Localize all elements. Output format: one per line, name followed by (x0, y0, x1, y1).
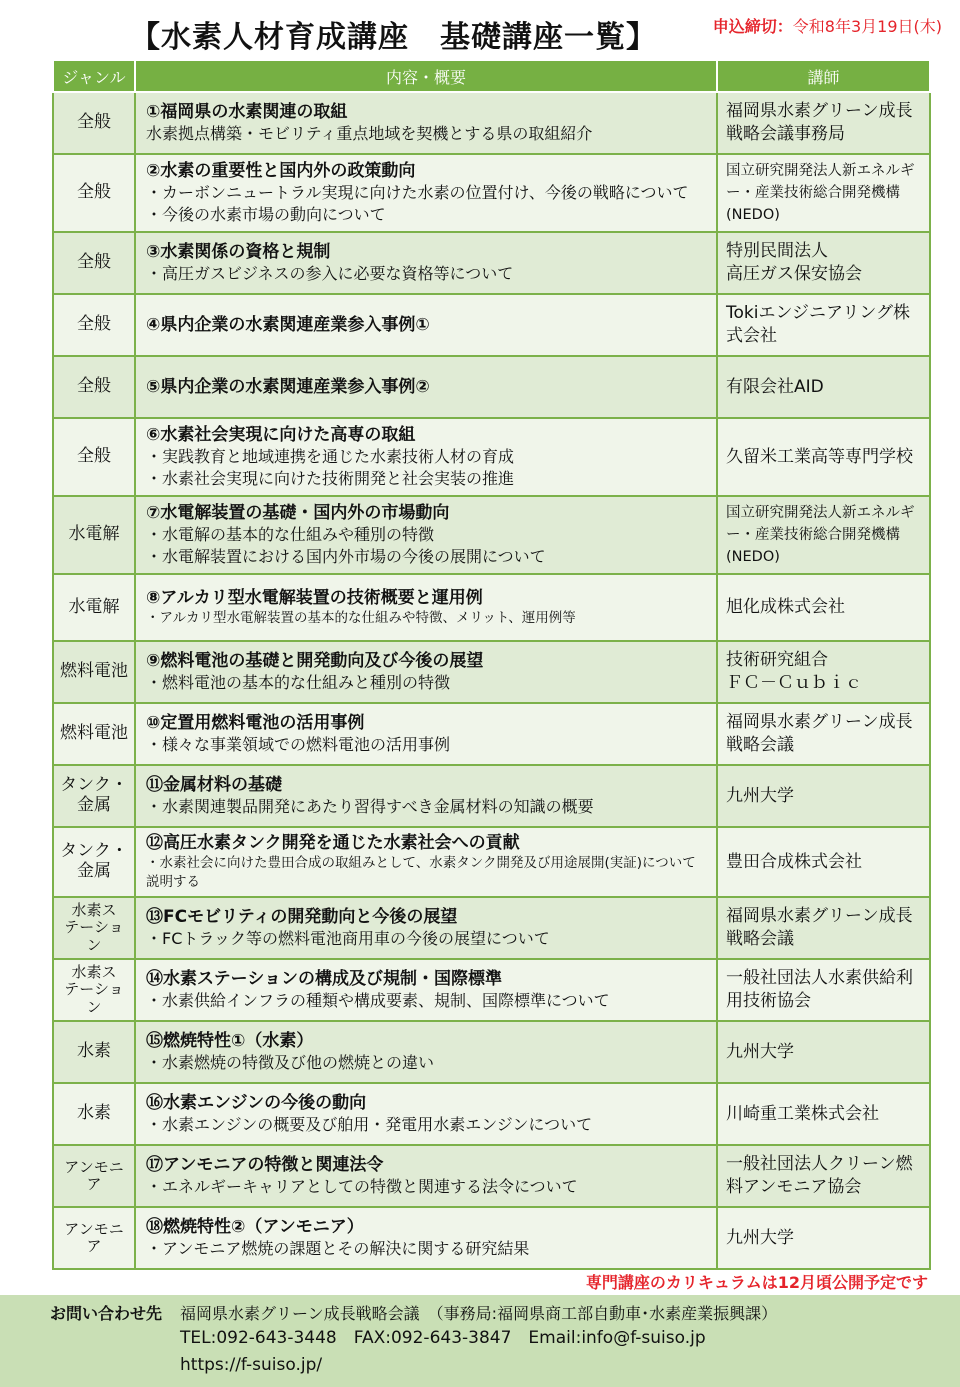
course-description: ・アンモニア燃焼の課題とその解決に関する研究結果 (146, 1239, 530, 1258)
lecturer-cell (717, 294, 930, 356)
genre-cell: 全般 (53, 232, 135, 294)
lecturer-name: 有限会社AID (726, 376, 824, 397)
contact-tel: TEL:092-643-3448 (180, 1328, 337, 1348)
lecturer-cell (717, 959, 930, 1021)
header-genre: ジャンル (53, 60, 135, 92)
table-row (53, 294, 930, 356)
lecturer-cell (717, 827, 930, 897)
curriculum-note: 専門講座のカリキュラムは12月頃公開予定です (585, 1273, 928, 1292)
table-row (53, 574, 930, 641)
lecturer-name: 国立研究開発法人新エネルギー・産業技術総合開発機構(NEDO) (726, 163, 915, 223)
course-description: ・様々な事業領域での燃料電池の活用事例 (146, 735, 451, 754)
genre-cell: 燃料電池 (53, 641, 135, 703)
genre-cell: 全般 (53, 154, 135, 232)
lecturer-name: 高圧ガス保安協会 (726, 264, 862, 284)
course-title: ①福岡県の水素関連の取組 (146, 102, 348, 122)
lecturer-cell (717, 154, 930, 232)
contact-organization: 福岡県水素グリーン成長戦略会議 （事務局:福岡県商工部自動車･水素産業振興課） (180, 1304, 778, 1323)
content-cell (135, 703, 717, 765)
genre-cell: アンモニ ア (53, 1207, 135, 1269)
table-row (53, 356, 930, 418)
genre-cell: 水素ス テーショ ン (53, 897, 135, 959)
course-description: ・実践教育と地域連携を通じた水素技術人材の育成 (146, 447, 515, 466)
content-cell (135, 496, 717, 574)
content-cell (135, 232, 717, 294)
course-title: ⑫高圧水素タンク開発を通じた水素社会への貢献 (146, 833, 520, 853)
course-title: ⑰アンモニアの特徴と関連法令 (146, 1155, 384, 1175)
lecturer-name: 一般社団法人水素供給利用技術協会 (726, 968, 913, 1011)
genre-cell: 全般 (53, 356, 135, 418)
genre-cell: アンモニ ア (53, 1145, 135, 1207)
course-title: ⑥水素社会実現に向けた高専の取組 (146, 425, 416, 445)
course-description: ・水素社会実現に向けた技術開発と社会実装の推進 (146, 469, 515, 488)
lecturer-cell (717, 92, 930, 154)
lecturer-name: 福岡県水素グリーン成長戦略会議 (726, 906, 913, 949)
course-description: 水素拠点構築・モビリティ重点地域を契機とする県の取組紹介 (146, 124, 593, 143)
lecturer-name: 九州大学 (726, 1227, 794, 1248)
contact-url[interactable]: https://f-suiso.jp/ (180, 1355, 323, 1375)
course-description: ・水電解装置における国内外市場の今後の展開について (146, 547, 546, 566)
table-row (53, 1083, 930, 1145)
course-description: ・高圧ガスビジネスの参入に必要な資格等について (146, 264, 514, 283)
content-cell (135, 641, 717, 703)
lecturer-name: 九州大学 (726, 1041, 794, 1062)
genre-cell: タンク・ 金属 (53, 827, 135, 897)
content-cell (135, 897, 717, 959)
course-description: ・水素関連製品開発にあたり習得すべき金属材料の知識の概要 (146, 797, 594, 816)
course-title: ⑩定置用燃料電池の活用事例 (146, 713, 365, 733)
course-title: ⑮燃焼特性①（水素） (146, 1031, 314, 1051)
lecturer-cell (717, 496, 930, 574)
content-cell (135, 1021, 717, 1083)
deadline-date: 令和8年3月19日(木) (792, 17, 942, 36)
table-row (53, 154, 930, 232)
lecturer-cell (717, 232, 930, 294)
lecturer-name: 旭化成株式会社 (726, 597, 845, 617)
lecturer-cell (717, 703, 930, 765)
lecturer-cell (717, 1083, 930, 1145)
page-title: 【水素人材育成講座 基礎講座一覧】 (130, 20, 657, 55)
course-description: ・今後の水素市場の動向について (146, 205, 386, 224)
lecturer-name: 技術研究組合 (726, 650, 828, 670)
lecturer-name: 一般社団法人クリーン燃料アンモニア協会 (726, 1154, 913, 1197)
table-row (53, 827, 930, 897)
course-description: ・FCトラック等の燃料電池商用車の今後の展望について (146, 929, 550, 948)
course-description: ・燃料電池の基本的な仕組みと種別の特徴 (146, 673, 451, 692)
course-table-body (53, 92, 930, 1269)
genre-cell: 全般 (53, 92, 135, 154)
deadline (713, 14, 942, 37)
course-description: ・水素エンジンの概要及び舶用・発電用水素エンジンについて (146, 1115, 593, 1134)
genre-cell: 燃料電池 (53, 703, 135, 765)
course-title: ④県内企業の水素関連産業参入事例① (146, 315, 430, 335)
lecturer-cell (717, 897, 930, 959)
content-cell (135, 154, 717, 232)
lecturer-cell (717, 356, 930, 418)
lecturer-name: 川崎重工業株式会社 (726, 1103, 879, 1124)
lecturer-name: 久留米工業高等専門学校 (726, 446, 913, 467)
course-title: ⑧アルカリ型水電解装置の技術概要と運用例 (146, 588, 483, 608)
content-cell (135, 1207, 717, 1269)
deadline-label: 申込締切： (712, 17, 793, 36)
course-title: ⑤県内企業の水素関連産業参入事例② (146, 377, 430, 397)
header-content: 内容・概要 (135, 60, 717, 92)
table-row (53, 232, 930, 294)
lecturer-name: 特別民間法人 (726, 241, 828, 261)
table-row (53, 959, 930, 1021)
table-row (53, 418, 930, 496)
course-description: ・水素供給インフラの種類や構成要素、規制、国際標準について (146, 991, 610, 1010)
lecturer-cell (717, 574, 930, 641)
lecturer-name: 国立研究開発法人新エネルギー・産業技術総合開発機構(NEDO) (726, 505, 915, 565)
table-header-row (53, 60, 930, 92)
lecturer-name: 福岡県水素グリーン成長戦略会議 (726, 712, 913, 755)
course-title: ⑪金属材料の基礎 (146, 775, 282, 795)
table-row (53, 641, 930, 703)
table-row (53, 1207, 930, 1269)
course-title: ⑦水電解装置の基礎・国内外の市場動向 (146, 503, 450, 523)
contact-fax: FAX:092-643-3847 (353, 1328, 512, 1348)
lecturer-name: ＦＣ－Ｃｕｂｉｃ (726, 673, 862, 693)
contact-phone-line (180, 1328, 706, 1348)
course-title: ⑭水素ステーションの構成及び規制・国際標準 (146, 969, 502, 989)
genre-cell: 水素ス テーショ ン (53, 959, 135, 1021)
course-title: ⑱燃焼特性②（アンモニア） (146, 1217, 364, 1237)
lecturer-cell (717, 1145, 930, 1207)
lecturer-cell (717, 418, 930, 496)
table-row (53, 1145, 930, 1207)
lecturer-cell (717, 1207, 930, 1269)
lecturer-cell (717, 641, 930, 703)
contact-label: お問い合わせ先 (50, 1304, 163, 1323)
content-cell (135, 418, 717, 496)
lecturer-cell (717, 765, 930, 827)
course-description: ・アルカリ型水電解装置の基本的な仕組みや特徴、メリット、運用例等 (146, 610, 576, 626)
contact-email[interactable]: Email:info@f-suiso.jp (528, 1328, 706, 1348)
genre-cell: タンク・ 金属 (53, 765, 135, 827)
course-description: ・エネルギーキャリアとしての特徴と関連する法令について (146, 1177, 578, 1196)
course-table (52, 59, 931, 1270)
content-cell (135, 765, 717, 827)
genre-cell: 水素 (53, 1021, 135, 1083)
table-row (53, 897, 930, 959)
content-cell (135, 959, 717, 1021)
table-row (53, 92, 930, 154)
course-title: ⑨燃料電池の基礎と開発動向及び今後の展望 (146, 651, 484, 671)
table-row (53, 1021, 930, 1083)
course-description: ・水電解の基本的な仕組みや種別の特徴 (146, 525, 435, 544)
content-cell (135, 1083, 717, 1145)
content-cell (135, 356, 717, 418)
content-cell (135, 294, 717, 356)
genre-cell: 水電解 (53, 496, 135, 574)
content-cell (135, 574, 717, 641)
content-cell (135, 827, 717, 897)
table-row (53, 496, 930, 574)
course-description: ・カーボンニュートラル実現に向けた水素の位置付け、今後の戦略について (146, 183, 689, 202)
genre-cell: 全般 (53, 294, 135, 356)
content-cell (135, 92, 717, 154)
table-row (53, 765, 930, 827)
lecturer-name: 九州大学 (726, 785, 794, 806)
course-title: ③水素関係の資格と規制 (146, 242, 331, 262)
genre-cell: 水電解 (53, 574, 135, 641)
lecturer-name: Tokiエンジニアリング株式会社 (726, 303, 911, 346)
genre-cell: 全般 (53, 418, 135, 496)
lecturer-name: 豊田合成株式会社 (726, 851, 862, 872)
genre-cell: 水素 (53, 1083, 135, 1145)
header-lecturer: 講師 (717, 60, 930, 92)
course-description: ・水素社会に向けた豊田合成の取組みとして、水素タンク開発及び用途展開(実証)について説明する (146, 855, 696, 890)
course-title: ②水素の重要性と国内外の政策動向 (146, 161, 416, 181)
lecturer-cell (717, 1021, 930, 1083)
course-title: ⑯水素エンジンの今後の動向 (146, 1093, 367, 1113)
contact-section (0, 1295, 960, 1387)
content-cell (135, 1145, 717, 1207)
course-description: ・水素燃焼の特徴及び他の燃焼との違い (146, 1053, 435, 1072)
lecturer-name: 福岡県水素グリーン成長戦略会議事務局 (726, 101, 913, 144)
course-title: ⑬FCモビリティの開発動向と今後の展望 (146, 907, 458, 927)
table-row (53, 703, 930, 765)
